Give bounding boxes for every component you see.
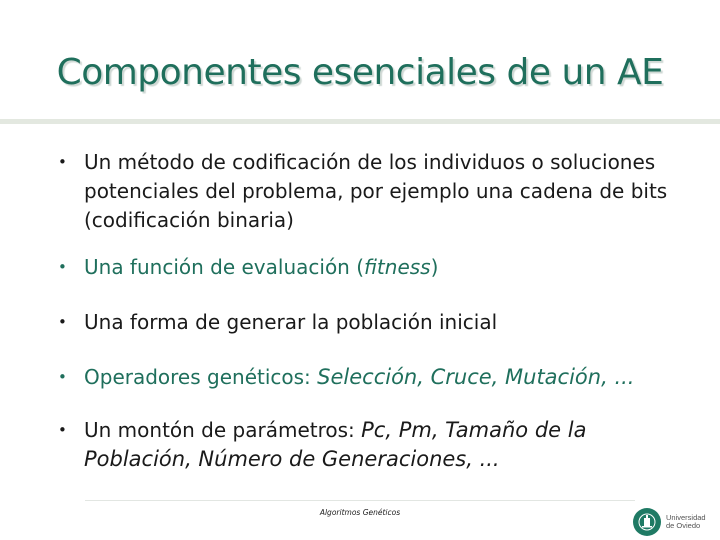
bullet-italic-text: Selección, Cruce, Mutación, ... <box>317 365 635 389</box>
footer-text: Algoritmos Genéticos <box>319 508 401 517</box>
university-logo <box>633 506 718 538</box>
logo-text <box>666 514 706 531</box>
bullet-text: Una función de evaluación ( <box>84 255 365 279</box>
bullet-item-operators <box>58 363 668 392</box>
bullet-icon: • <box>58 368 67 386</box>
slide-title: Componentes esenciales de un AE <box>56 52 664 93</box>
bullet-line-2: Población, Número de Generaciones, ... <box>84 447 500 471</box>
bullet-icon: • <box>58 258 67 276</box>
bullet-item-initial-population <box>58 308 668 337</box>
bullet-text-end: ) <box>430 255 439 279</box>
bullet-item-encoding <box>58 148 668 235</box>
bullet-list <box>58 148 668 474</box>
logo-line-2: de Oviedo <box>666 521 701 530</box>
bullet-text: Operadores genéticos: <box>84 365 318 389</box>
title-divider <box>0 119 720 124</box>
bullet-italic-text: Pc, Pm, Tamaño de la <box>361 418 587 442</box>
university-seal-icon <box>633 508 661 536</box>
bullet-icon: • <box>58 153 67 171</box>
bullet-item-fitness <box>58 253 668 282</box>
bullet-icon: • <box>58 313 67 331</box>
bullet-text: Una forma de generar la población inicial <box>84 310 498 334</box>
bullet-icon: • <box>58 421 67 439</box>
bullet-text: Un montón de parámetros: <box>84 418 362 442</box>
bullet-text: Un método de codificación de los individuos o soluciones potenciales del problema, por ejemplo una cadena de bits (codificación binaria) <box>84 150 668 232</box>
footer-divider <box>85 500 635 501</box>
logo-line-1: Universidad <box>666 512 706 522</box>
bullet-item-parameters <box>58 416 668 474</box>
bullet-italic-text: fitness <box>364 255 431 279</box>
bullet-line-1 <box>84 416 668 445</box>
